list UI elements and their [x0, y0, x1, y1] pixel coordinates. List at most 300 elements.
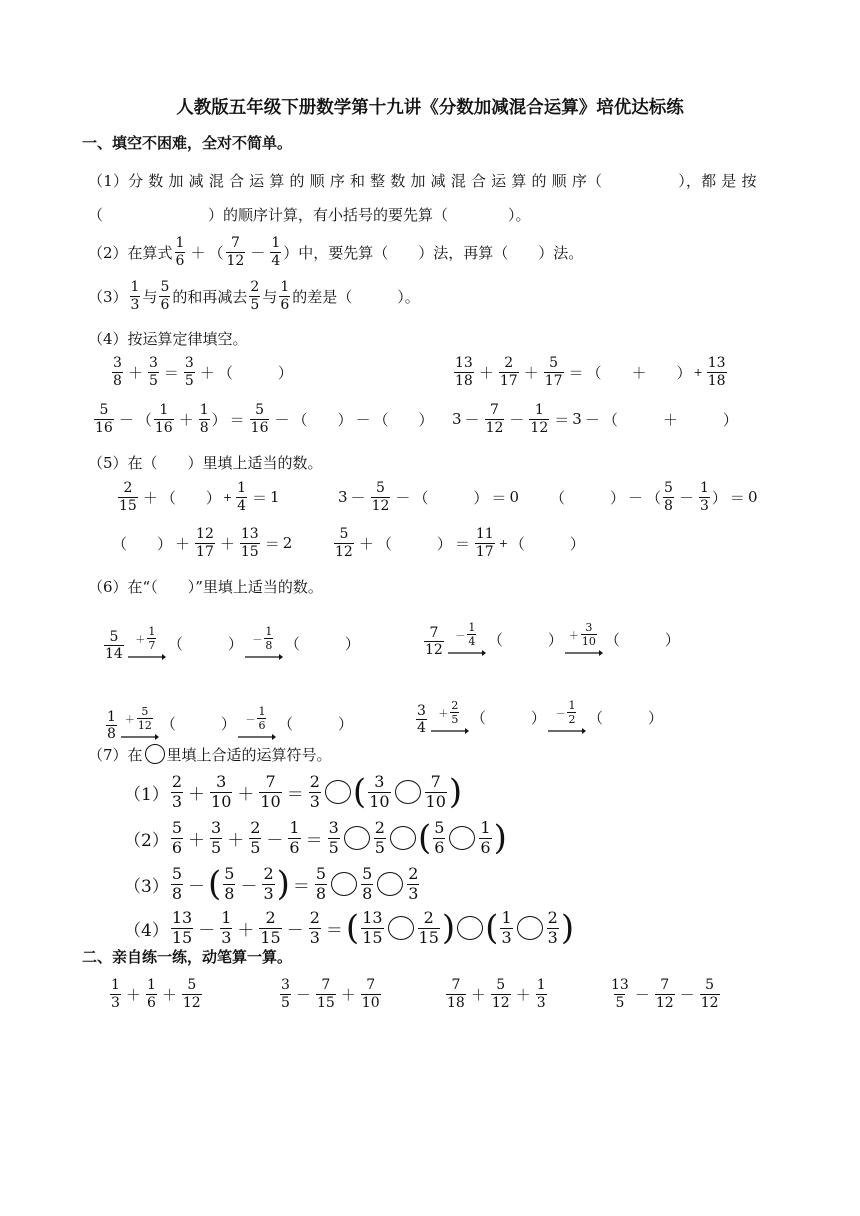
- fraction: [475, 527, 495, 559]
- operator-circle[interactable]: [517, 916, 543, 940]
- answer-blank[interactable]: （ ）: [292, 410, 353, 429]
- fraction: [195, 527, 215, 559]
- denominator: 12: [425, 642, 443, 659]
- math-token: 0: [747, 488, 758, 506]
- denominator: 15: [316, 994, 335, 1011]
- numerator: 2: [250, 817, 261, 837]
- denominator: 6: [280, 296, 290, 313]
- denominator: 15: [260, 927, 281, 947]
- numerator: 1: [280, 278, 290, 295]
- question-3-suffix: 的差是（ ）。: [292, 287, 420, 306]
- fraction: [104, 630, 124, 662]
- math-token: 3: [572, 410, 582, 428]
- operator-sign: ＝: [454, 534, 470, 553]
- fraction: [249, 280, 260, 312]
- operator-sign: ＝: [286, 784, 304, 805]
- denominator: 4: [271, 252, 281, 269]
- fraction: [250, 403, 270, 435]
- denominator: 3: [501, 927, 512, 947]
- denominator: 4: [468, 635, 476, 649]
- numerator: 3: [184, 354, 194, 371]
- fraction: [210, 817, 222, 857]
- question-1-line-1: （1）分 数 加 减 混 合 运 算 的 顺 序 和 整 数 加 减 混 合 运 算 的 顺 序（ ），都 是 按: [88, 172, 757, 190]
- answer-blank[interactable]: （ ）: [376, 534, 452, 553]
- operator-sign: ＋: [237, 920, 255, 941]
- denominator: 3: [309, 791, 320, 811]
- fraction: [371, 481, 391, 513]
- q5-expression-1: [116, 476, 280, 518]
- fraction: [154, 403, 174, 435]
- denominator: 6: [171, 837, 183, 857]
- operator-circle[interactable]: [388, 916, 414, 940]
- parenthesis: (: [485, 908, 499, 948]
- numerator: 1: [175, 234, 185, 251]
- fraction: [264, 626, 273, 652]
- numerator: 2: [123, 479, 133, 496]
- denominator: 15: [171, 927, 193, 947]
- math-token: [121, 732, 159, 742]
- numerator: 1: [468, 620, 476, 634]
- math-token: [569, 622, 599, 648]
- math-token: 3: [452, 410, 462, 428]
- denominator: 3: [408, 883, 419, 903]
- question-1-line-2: （ ）的顺序计算，有小括号的要先算（ ）。: [88, 206, 531, 224]
- fraction: [491, 978, 511, 1010]
- numerator: 1: [148, 624, 156, 638]
- fraction: [450, 700, 459, 726]
- fraction: [171, 817, 183, 857]
- denominator: 8: [199, 419, 209, 436]
- operator-sign: －: [198, 920, 216, 941]
- operator-sign: －: [295, 985, 311, 1004]
- numerator: 1: [130, 278, 140, 295]
- operator-sign: －: [266, 830, 284, 851]
- fraction: [118, 481, 138, 513]
- numerator: 13: [707, 354, 726, 371]
- fraction: [171, 907, 193, 947]
- answer-blank[interactable]: （ ）: [167, 635, 243, 653]
- numerator: 2: [309, 771, 320, 791]
- math-token: （4）: [124, 920, 169, 941]
- fraction: [433, 817, 445, 857]
- numerator: 1: [501, 907, 512, 927]
- denominator: 10: [369, 791, 390, 811]
- fraction: [226, 236, 246, 268]
- operator-sign: －: [678, 488, 694, 507]
- denominator: 15: [418, 927, 439, 947]
- fraction: [418, 907, 440, 947]
- numerator: 1: [111, 976, 120, 993]
- fraction: [315, 863, 327, 903]
- numerator: 7: [429, 624, 439, 641]
- fraction: [567, 700, 576, 726]
- plus-sign: ＋: [190, 243, 206, 262]
- denominator: 8: [171, 883, 183, 903]
- operator-sign: ＝: [163, 363, 179, 382]
- numerator: 7: [230, 234, 240, 251]
- math-token: +: [498, 536, 508, 550]
- operator-sign: ＝: [252, 488, 268, 507]
- operator-sign: ＋: [175, 534, 191, 553]
- circle-icon: [145, 744, 165, 764]
- fraction: [700, 978, 720, 1010]
- fraction: [424, 626, 444, 658]
- calc-expression-2: [278, 972, 383, 1016]
- operator-sign: －: [188, 876, 206, 897]
- fraction: [328, 817, 340, 857]
- denominator: 4: [417, 720, 426, 737]
- fraction: [94, 403, 114, 435]
- parenthesis: (: [352, 772, 367, 812]
- numerator: 1: [221, 907, 232, 927]
- denominator: 6: [146, 994, 156, 1011]
- denominator: 10: [361, 994, 380, 1011]
- denominator: 8: [113, 372, 122, 389]
- math-token: （2）: [124, 830, 169, 851]
- denominator: 12: [371, 497, 390, 514]
- denominator: 17: [196, 543, 214, 560]
- operator-sign: ＝: [554, 410, 570, 429]
- denominator: 6: [258, 719, 266, 733]
- denominator: 10: [211, 791, 232, 811]
- denominator: 5: [148, 372, 158, 389]
- denominator: 12: [226, 252, 245, 269]
- fraction: [288, 817, 300, 857]
- q4-expression-1: [110, 352, 293, 392]
- numerator: 5: [187, 976, 197, 993]
- operator-circle[interactable]: [377, 872, 403, 896]
- numerator: 3: [374, 771, 385, 791]
- denominator: 17: [544, 372, 563, 389]
- fraction: [536, 978, 547, 1010]
- denominator: 6: [175, 252, 185, 269]
- numerator: 3: [216, 771, 227, 791]
- denominator: 18: [447, 994, 465, 1011]
- fraction: [500, 907, 512, 947]
- denominator: 5: [281, 994, 290, 1011]
- operator-circle[interactable]: [344, 826, 370, 850]
- numerator: 3: [148, 354, 158, 371]
- numerator: 2: [263, 863, 274, 883]
- math-token: （1）: [124, 784, 169, 805]
- fraction: [361, 907, 383, 947]
- numerator: 11: [475, 525, 494, 542]
- operator-sign: ＋: [161, 985, 177, 1004]
- fraction: [707, 356, 727, 388]
- fraction: [334, 527, 354, 559]
- fraction: [361, 978, 381, 1010]
- operator-sign: ＝: [729, 488, 745, 507]
- fraction: [280, 978, 291, 1010]
- fraction: [529, 403, 549, 435]
- fraction: [655, 978, 675, 1010]
- fraction: [106, 710, 117, 742]
- numerator: 7: [430, 771, 441, 791]
- operator-sign: －: [350, 488, 366, 507]
- parenthesis: (: [345, 908, 360, 948]
- numerator: 5: [376, 479, 385, 496]
- q4-expression-3: [92, 398, 434, 440]
- answer-blank[interactable]: （ ）: [277, 715, 353, 733]
- fraction: [199, 403, 210, 435]
- denominator: 2: [568, 713, 576, 727]
- operator-sign: ＋: [237, 784, 255, 805]
- answer-blank[interactable]: （ ）: [587, 709, 663, 727]
- denominator: 5: [328, 837, 339, 857]
- parenthesis: ): [276, 864, 290, 904]
- fraction: [425, 771, 447, 811]
- denominator: 8: [362, 883, 373, 903]
- numerator: 1: [146, 976, 156, 993]
- math-token: [438, 700, 461, 726]
- numerator: 2: [171, 771, 183, 791]
- math-token: ＋: [135, 635, 146, 647]
- denominator: 12: [530, 419, 549, 436]
- answer-blank[interactable]: （ ）: [284, 635, 360, 653]
- arrow-step: [128, 626, 166, 662]
- operator-sign: ＝: [325, 920, 343, 941]
- answer-blank[interactable]: （ ）: [413, 488, 489, 507]
- denominator: 3: [263, 883, 274, 903]
- numerator: 5: [160, 278, 170, 295]
- denominator: 6: [434, 837, 445, 857]
- denominator: 5: [211, 837, 222, 857]
- fraction: [112, 356, 123, 388]
- denominator: 6: [160, 296, 170, 313]
- answer-blank[interactable]: （ ）: [373, 410, 434, 429]
- numerator: 2: [547, 907, 558, 927]
- numerator: 3: [328, 817, 339, 837]
- operator-sign: ＝: [568, 363, 584, 382]
- numerator: 7: [265, 771, 276, 791]
- fraction: [175, 236, 186, 268]
- numerator: 3: [211, 817, 222, 837]
- math-token: －: [245, 715, 256, 727]
- q5-expression-2: [338, 476, 519, 518]
- denominator: 8: [224, 883, 235, 903]
- operator-sign: ＋: [478, 363, 494, 382]
- denominator: 12: [335, 543, 353, 560]
- question-3-text: 与: [262, 287, 278, 306]
- operator-circle[interactable]: [390, 826, 416, 850]
- parenthesis: (: [208, 864, 222, 904]
- operator-sign: ＋: [178, 410, 194, 429]
- math-token: （: [646, 488, 662, 507]
- question-5-label: （5）在（ ）里填上适当的数。: [88, 454, 323, 472]
- numerator: 1: [271, 234, 281, 251]
- answer-blank[interactable]: （ ＋ ）: [586, 363, 692, 382]
- answer-blank[interactable]: （ ）: [509, 534, 585, 553]
- fraction: [262, 863, 274, 903]
- numerator: 1: [107, 708, 116, 725]
- math-token: [448, 648, 486, 658]
- numerator: 5: [255, 401, 265, 418]
- fraction: [485, 403, 505, 435]
- numerator: 3: [585, 620, 593, 634]
- denominator: 10: [581, 635, 596, 649]
- math-token: +: [693, 365, 703, 379]
- denominator: 17: [475, 543, 494, 560]
- q7-expression-3: [124, 862, 421, 906]
- fraction: [499, 356, 519, 388]
- fraction: [130, 280, 141, 312]
- question-2: [88, 232, 583, 272]
- minus-sign: －: [250, 243, 266, 262]
- fraction: [236, 481, 247, 513]
- parenthesis: ): [493, 818, 507, 858]
- numerator: 1: [159, 401, 169, 418]
- fraction: [610, 978, 630, 1010]
- numerator: 5: [434, 817, 445, 837]
- operator-sign: ＝: [229, 410, 245, 429]
- math-token: 2: [282, 534, 293, 552]
- answer-blank[interactable]: （ ）: [217, 363, 293, 382]
- fraction: [279, 280, 290, 312]
- math-token: 里填上合适的运算符号。: [166, 745, 332, 764]
- denominator: 5: [374, 837, 385, 857]
- operator-circle[interactable]: [325, 780, 351, 804]
- numerator: 3: [113, 354, 122, 371]
- denominator: 15: [240, 543, 259, 560]
- answer-blank[interactable]: （ ）: [604, 631, 680, 649]
- numerator: 7: [451, 976, 461, 993]
- operator-sign: ＋: [515, 985, 531, 1004]
- fraction: [184, 356, 195, 388]
- calc-expression-1: [108, 972, 204, 1016]
- math-token: +: [222, 490, 233, 504]
- operator-sign: ＋: [188, 830, 206, 851]
- math-token: 1: [270, 488, 280, 506]
- denominator: 8: [315, 883, 327, 903]
- fraction: [159, 280, 170, 312]
- arrow-step: [121, 706, 159, 742]
- parenthesis: ): [441, 908, 456, 948]
- numerator: 1: [237, 479, 246, 496]
- answer-blank[interactable]: （ ）: [550, 488, 626, 507]
- math-token: [125, 706, 155, 732]
- math-token: [135, 626, 158, 652]
- math-token: －: [555, 709, 566, 721]
- numerator: 13: [240, 525, 259, 542]
- math-token: （7）在: [88, 745, 143, 764]
- operator-sign: ＋: [199, 363, 215, 382]
- numerator: 1: [699, 479, 709, 496]
- math-token: ＋: [568, 631, 579, 643]
- numerator: 2: [423, 907, 434, 927]
- fraction: [416, 704, 427, 736]
- q7-expression-4: [124, 906, 574, 950]
- fraction: [309, 907, 321, 947]
- denominator: 18: [707, 372, 726, 389]
- numerator: 5: [549, 354, 559, 371]
- denominator: 16: [154, 419, 173, 436]
- answer-blank[interactable]: （ ）: [160, 715, 236, 733]
- numerator: 2: [309, 907, 320, 927]
- fraction: [182, 978, 202, 1010]
- operator-sign: ＝: [491, 488, 507, 507]
- denominator: 8: [265, 639, 273, 653]
- fraction: [223, 863, 235, 903]
- numerator: 5: [224, 863, 235, 883]
- arrow-step: [448, 622, 486, 658]
- q6-chain-3: [104, 686, 353, 742]
- numerator: 2: [504, 354, 514, 371]
- math-token: 0: [509, 488, 519, 506]
- denominator: 5: [615, 994, 625, 1011]
- q6-chain-4: [414, 680, 663, 736]
- fraction: [270, 236, 281, 268]
- answer-blank[interactable]: （ ＋ ）: [602, 410, 738, 429]
- fraction: [544, 356, 564, 388]
- fraction: [220, 907, 232, 947]
- denominator: 7: [148, 639, 156, 653]
- numerator: 13: [362, 907, 383, 927]
- section-1-heading: 一、填空不困难，全对不简单。: [82, 134, 293, 152]
- operator-circle[interactable]: [457, 916, 483, 940]
- numerator: 5: [705, 976, 715, 993]
- denominator: 3: [309, 927, 320, 947]
- answer-blank[interactable]: （ ）: [470, 709, 546, 727]
- fraction: [547, 907, 559, 947]
- operator-circle[interactable]: [395, 780, 421, 804]
- math-token: 3: [338, 488, 348, 506]
- numerator: 5: [664, 479, 673, 496]
- numerator: 5: [339, 525, 349, 542]
- numerator: 2: [451, 698, 459, 712]
- math-token: [565, 648, 603, 658]
- operator-sign: ＝: [305, 830, 323, 851]
- denominator: 4: [237, 497, 246, 514]
- fraction: [663, 481, 674, 513]
- denominator: 15: [119, 497, 137, 514]
- numerator: 1: [289, 817, 300, 837]
- denominator: 3: [130, 296, 140, 313]
- numerator: 1: [568, 698, 576, 712]
- numerator: 5: [362, 863, 373, 883]
- denominator: 17: [499, 372, 518, 389]
- answer-blank[interactable]: （ ）: [112, 534, 173, 553]
- denominator: 12: [182, 994, 201, 1011]
- paren: （: [208, 243, 224, 262]
- math-token: [431, 726, 469, 736]
- operator-circle[interactable]: [331, 872, 357, 896]
- numerator: 5: [141, 704, 149, 718]
- numerator: 3: [417, 702, 426, 719]
- fraction: [146, 978, 157, 1010]
- denominator: 3: [536, 994, 546, 1011]
- fraction: [259, 907, 281, 947]
- math-token: [455, 622, 478, 648]
- numerator: 1: [199, 401, 209, 418]
- math-token: －: [252, 635, 263, 647]
- answer-blank[interactable]: （ ）: [160, 488, 221, 507]
- operator-circle[interactable]: [449, 826, 475, 850]
- answer-blank[interactable]: （ ）: [487, 631, 563, 649]
- numerator: 1: [480, 817, 491, 837]
- calc-expression-3: [444, 972, 549, 1016]
- math-token: [252, 626, 275, 652]
- operator-sign: ＝: [292, 876, 310, 897]
- numerator: 12: [196, 525, 214, 542]
- operator-sign: ＝: [264, 534, 280, 553]
- denominator: 10: [425, 791, 446, 811]
- q5-expression-4: [112, 522, 292, 564]
- calc-expression-4: [608, 972, 722, 1016]
- operator-sign: ＋: [219, 534, 235, 553]
- fraction: [316, 978, 336, 1010]
- q5-expression-5: [332, 522, 585, 564]
- denominator: 6: [480, 837, 491, 857]
